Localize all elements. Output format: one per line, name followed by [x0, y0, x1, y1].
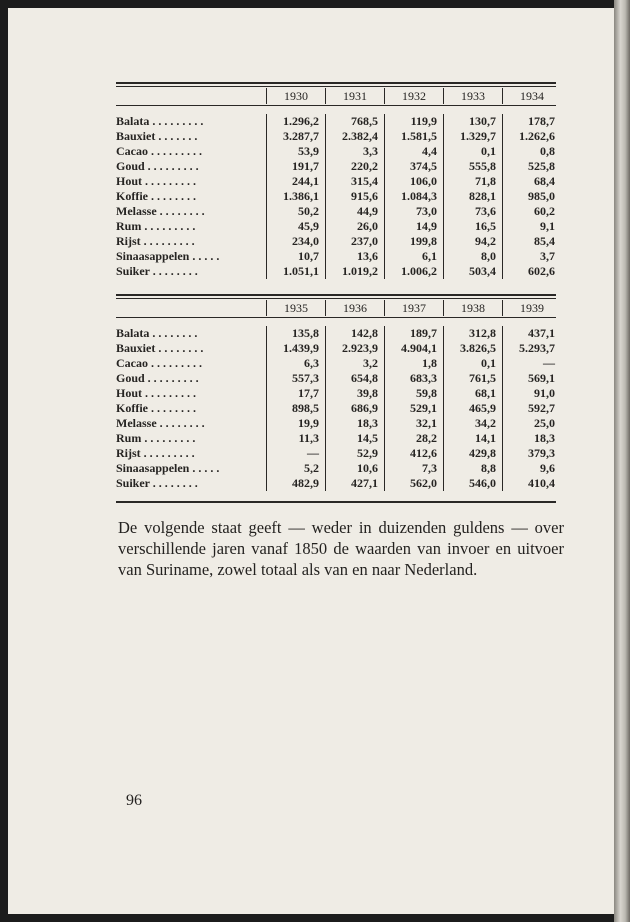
table-cell: 2.382,4	[342, 129, 378, 143]
table-cell: 768,5	[351, 114, 378, 128]
table-cell: 6,1	[422, 249, 437, 263]
table-cell: 562,0	[410, 476, 437, 490]
table-cell: 592,7	[528, 401, 555, 415]
table-cell: 14,1	[475, 431, 496, 445]
table-cell: 18,3	[357, 416, 378, 430]
table-cell: 199,8	[410, 234, 437, 248]
table-cell: 2.923,9	[342, 341, 378, 355]
year-column	[266, 114, 325, 279]
table-cell: 5,2	[304, 461, 319, 475]
year-header: 1931	[325, 88, 384, 104]
table-cell: 191,7	[292, 159, 319, 173]
year-column	[325, 114, 384, 279]
table-cell: 1.051,1	[283, 264, 319, 278]
product-label: Melasse . . . . . . . .	[116, 416, 205, 430]
product-label: Koffie . . . . . . . .	[116, 189, 196, 203]
table-cell: 45,9	[298, 219, 319, 233]
product-label: Bauxiet . . . . . . .	[116, 129, 198, 143]
table-cell: 3,2	[363, 356, 378, 370]
product-labels	[116, 114, 266, 279]
year-header: 1930	[266, 88, 325, 104]
table-cell: 437,1	[528, 326, 555, 340]
table-cell: 374,5	[410, 159, 437, 173]
table-cell: 135,8	[292, 326, 319, 340]
year-header: 1933	[443, 88, 502, 104]
table-cell: 410,4	[528, 476, 555, 490]
table-cell: 686,9	[351, 401, 378, 415]
year-column	[384, 114, 443, 279]
table-cell: 557,3	[292, 371, 319, 385]
table-cell: 0,1	[481, 144, 496, 158]
table-cell: 71,8	[475, 174, 496, 188]
table-cell: —	[543, 356, 555, 370]
table-cell: 0,8	[540, 144, 555, 158]
table-cell: 3,3	[363, 144, 378, 158]
product-label: Koffie . . . . . . . .	[116, 401, 196, 415]
table-cell: 546,0	[469, 476, 496, 490]
table-cell: 898,5	[292, 401, 319, 415]
table-cell: 315,4	[351, 174, 378, 188]
table-cell: 3,7	[540, 249, 555, 263]
table-body	[116, 318, 556, 491]
table-top-rule	[116, 294, 556, 296]
table-cell: 91,0	[534, 386, 555, 400]
product-label: Sinaasappelen . . . . .	[116, 461, 220, 475]
table-cell: 234,0	[292, 234, 319, 248]
product-label: Goud . . . . . . . . .	[116, 159, 199, 173]
table-cell: 482,9	[292, 476, 319, 490]
table-cell: 379,3	[528, 446, 555, 460]
table-cell: 1.019,2	[342, 264, 378, 278]
table-cell: 50,2	[298, 204, 319, 218]
table-cell: 53,9	[298, 144, 319, 158]
table-cell: 1.262,6	[519, 129, 555, 143]
product-label: Melasse . . . . . . . .	[116, 204, 205, 218]
table-cell: 68,4	[534, 174, 555, 188]
table-cell: 4.904,1	[401, 341, 437, 355]
product-label: Rijst . . . . . . . . .	[116, 446, 195, 460]
table-cell: 1.386,1	[283, 189, 319, 203]
table-cell: 525,8	[528, 159, 555, 173]
table-cell: 1.439,9	[283, 341, 319, 355]
table-cell: 683,3	[410, 371, 437, 385]
product-label: Balata . . . . . . . .	[116, 326, 198, 340]
table-cell: 13,6	[357, 249, 378, 263]
table-cell: 1.006,2	[401, 264, 437, 278]
table-cell: 142,8	[351, 326, 378, 340]
table-body	[116, 106, 556, 279]
table-cell: 59,8	[416, 386, 437, 400]
product-label: Goud . . . . . . . . .	[116, 371, 199, 385]
table-cell: 26,0	[357, 219, 378, 233]
product-label: Cacao . . . . . . . . .	[116, 356, 202, 370]
body-paragraph: De volgende staat geeft — weder in duizenden guldens — over verschillende jaren vanaf 1850 de waarden van invoer en uitvoer van Suriname, zowel totaal als van en naar Nederland.	[118, 518, 564, 579]
table-cell: 312,8	[469, 326, 496, 340]
table-cell: 1.329,7	[460, 129, 496, 143]
export-table-1935-1939	[116, 294, 556, 503]
table-cell: 85,4	[534, 234, 555, 248]
table-cell: 19,9	[298, 416, 319, 430]
table-cell: 10,6	[357, 461, 378, 475]
table-cell: 915,6	[351, 189, 378, 203]
table-cell: 555,8	[469, 159, 496, 173]
table-cell: 654,8	[351, 371, 378, 385]
product-labels	[116, 326, 266, 491]
year-column	[502, 114, 561, 279]
table-cell: 429,8	[469, 446, 496, 460]
table-cell: 17,7	[298, 386, 319, 400]
year-column	[266, 326, 325, 491]
table-cell: 10,7	[298, 249, 319, 263]
table-cell: 130,7	[469, 114, 496, 128]
table-cell: 985,0	[528, 189, 555, 203]
product-label: Rijst . . . . . . . . .	[116, 234, 195, 248]
product-label: Balata . . . . . . . . .	[116, 114, 204, 128]
page-number: 96	[126, 792, 142, 809]
table-cell: 60,2	[534, 204, 555, 218]
product-label: Suiker . . . . . . . .	[116, 476, 198, 490]
product-label: Suiker . . . . . . . .	[116, 264, 198, 278]
product-label: Hout . . . . . . . . .	[116, 174, 197, 188]
table-cell: 94,2	[475, 234, 496, 248]
table-bottom-rule	[116, 501, 556, 503]
product-label: Rum . . . . . . . . .	[116, 431, 196, 445]
table-cell: 761,5	[469, 371, 496, 385]
table-cell: 106,0	[410, 174, 437, 188]
year-column	[384, 326, 443, 491]
table-cell: 39,8	[357, 386, 378, 400]
table-cell: 44,9	[357, 204, 378, 218]
table-cell: 529,1	[410, 401, 437, 415]
table-cell: 14,9	[416, 219, 437, 233]
year-column	[443, 114, 502, 279]
table-cell: 3.287,7	[283, 129, 319, 143]
table-cell: 52,9	[357, 446, 378, 460]
table-cell: 25,0	[534, 416, 555, 430]
table-cell: 34,2	[475, 416, 496, 430]
year-column	[443, 326, 502, 491]
table-cell: 189,7	[410, 326, 437, 340]
table-cell: 5.293,7	[519, 341, 555, 355]
table-top-rule	[116, 82, 556, 84]
year-header-row	[116, 299, 556, 317]
year-header: 1937	[384, 300, 443, 316]
table-cell: 73,6	[475, 204, 496, 218]
product-label: Sinaasappelen . . . . .	[116, 249, 220, 263]
book-binding-edge	[614, 0, 630, 922]
year-column	[502, 326, 561, 491]
export-table-1930-1934	[116, 82, 556, 279]
table-cell: 68,1	[475, 386, 496, 400]
table-cell: 244,1	[292, 174, 319, 188]
year-header-row	[116, 87, 556, 105]
table-cell: 9,1	[540, 219, 555, 233]
table-cell: 602,6	[528, 264, 555, 278]
table-cell: 16,5	[475, 219, 496, 233]
year-header: 1936	[325, 300, 384, 316]
product-label: Cacao . . . . . . . . .	[116, 144, 202, 158]
table-cell: 7,3	[422, 461, 437, 475]
table-cell: 14,5	[357, 431, 378, 445]
table-cell: 11,3	[298, 431, 319, 445]
product-label: Bauxiet . . . . . . . .	[116, 341, 204, 355]
table-cell: 8,0	[481, 249, 496, 263]
table-cell: 18,3	[534, 431, 555, 445]
year-column	[325, 326, 384, 491]
table-cell: 412,6	[410, 446, 437, 460]
table-cell: 32,1	[416, 416, 437, 430]
table-cell: 4,4	[422, 144, 437, 158]
table-cell: 28,2	[416, 431, 437, 445]
year-header: 1938	[443, 300, 502, 316]
table-cell: 9,6	[540, 461, 555, 475]
table-cell: 1.296,2	[283, 114, 319, 128]
table-cell: 178,7	[528, 114, 555, 128]
table-cell: 503,4	[469, 264, 496, 278]
table-cell: —	[307, 446, 319, 460]
year-header: 1935	[266, 300, 325, 316]
product-label: Hout . . . . . . . . .	[116, 386, 197, 400]
table-cell: 237,0	[351, 234, 378, 248]
year-header: 1932	[384, 88, 443, 104]
table-cell: 1.084,3	[401, 189, 437, 203]
table-cell: 220,2	[351, 159, 378, 173]
table-cell: 8,8	[481, 461, 496, 475]
table-cell: 0,1	[481, 356, 496, 370]
table-cell: 3.826,5	[460, 341, 496, 355]
year-header: 1939	[502, 300, 561, 316]
year-header: 1934	[502, 88, 561, 104]
table-cell: 465,9	[469, 401, 496, 415]
table-cell: 1.581,5	[401, 129, 437, 143]
table-cell: 6,3	[304, 356, 319, 370]
table-cell: 427,1	[351, 476, 378, 490]
table-cell: 119,9	[410, 114, 437, 128]
table-cell: 828,1	[469, 189, 496, 203]
table-cell: 1,8	[422, 356, 437, 370]
table-cell: 73,0	[416, 204, 437, 218]
product-label: Rum . . . . . . . . .	[116, 219, 196, 233]
table-cell: 569,1	[528, 371, 555, 385]
